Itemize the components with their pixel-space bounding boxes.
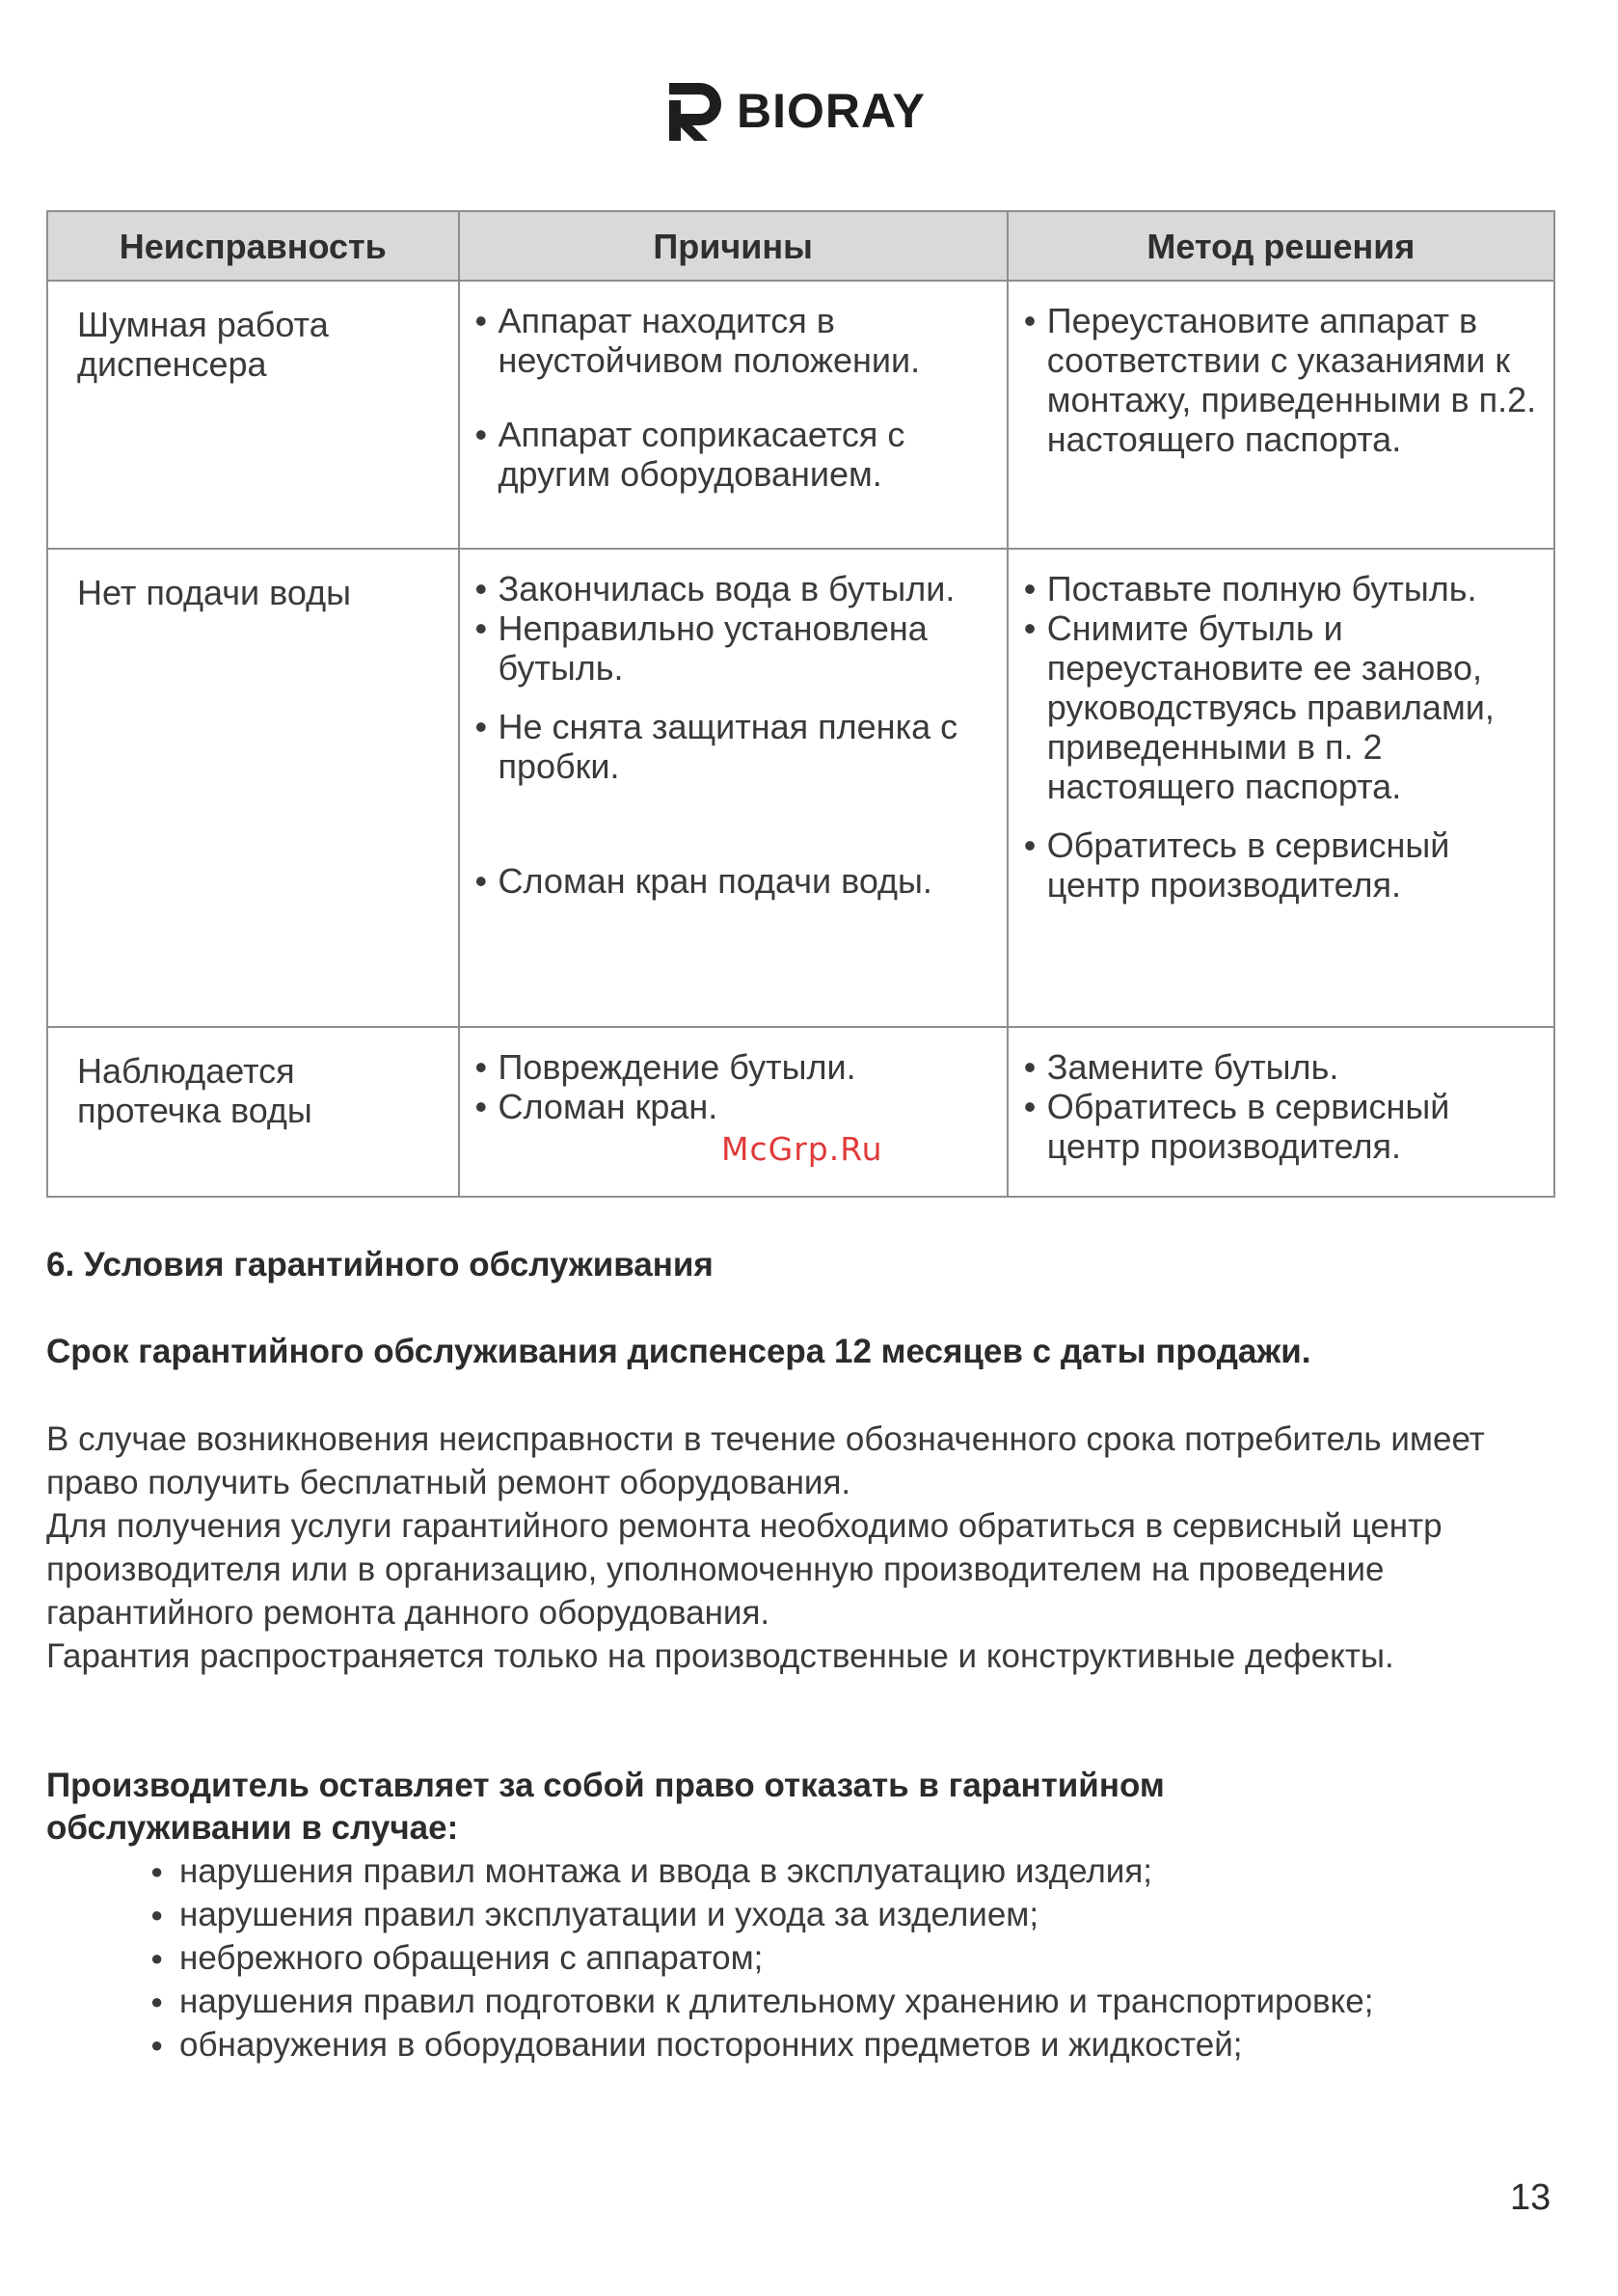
list-item: ● нарушения правил монтажа и ввода в эксплуатацию изделия; (150, 1850, 1500, 1893)
table-header-row (47, 211, 1554, 281)
bioray-logo-icon (663, 77, 725, 145)
list-item: • Не снята защитная пленка с пробки. (475, 707, 993, 786)
solution-cell (1008, 281, 1554, 549)
causes-cell (459, 1027, 1008, 1197)
list-item: • Неправильно установлена бутыль. (475, 608, 993, 688)
list-item: • Сломан кран подачи воды. (475, 861, 993, 901)
causes-cell (459, 281, 1008, 549)
list-item: • Обратитесь в сервисный центр производителя. (1024, 1087, 1540, 1166)
list-item: • Снимите бутыль и переустановите ее заново, руководствуясь правилами, приведенными в п. 2 настоящего паспорта. (1024, 608, 1540, 806)
brand-name: BIORAY (737, 84, 926, 138)
list-item: ● обнаружения в оборудовании посторонних предметов и жидкостей; (150, 2023, 1500, 2066)
warranty-term: Срок гарантийного обслуживания диспенсера 12 месяцев с даты продажи. (46, 1333, 1311, 1370)
paragraph: Для получения услуги гарантийного ремонта необходимо обратиться в сервисный центр производителя или в организацию, уполномоченную производителем на проведение гарантийного ремонта данного оборудования. (46, 1507, 1443, 1632)
list-item: • Сломан кран. (475, 1087, 993, 1126)
list-item: ● небрежного обращения с аппаратом; (150, 1936, 1500, 1980)
fault-cell: Нет подачи воды (47, 549, 459, 1027)
solution-cell (1008, 1027, 1554, 1197)
warranty-body (46, 1418, 1560, 1678)
table-row (47, 549, 1554, 1027)
brand-logo (663, 77, 926, 145)
header-solution: Метод решения (1008, 211, 1554, 281)
list-item: ● нарушения правил подготовки к длительному хранению и транспортировке; (150, 1980, 1500, 2023)
list-item: • Аппарат находится в неустойчивом положении. (475, 301, 993, 380)
troubleshooting-table (46, 210, 1555, 1198)
header-fault: Неисправность (47, 211, 459, 281)
table-row (47, 281, 1554, 549)
refuse-list (150, 1850, 1500, 2066)
list-item: • Повреждение бутыли. (475, 1047, 993, 1087)
list-item: • Переустановите аппарат в соответствии с указаниями к монтажу, приведенными в п.2. настоящего паспорта. (1024, 301, 1540, 459)
list-item: • Замените бутыль. (1024, 1047, 1540, 1087)
refuse-title: Производитель оставляет за собой право отказать в гарантийном обслуживании в случае: (46, 1767, 1165, 1847)
page-number: 13 (1510, 2177, 1551, 2218)
paragraph: В случае возникновения неисправности в течение обозначенного срока потребитель имеет право получить бесплатный ремонт оборудования. (46, 1420, 1485, 1501)
list-item: ● нарушения правил эксплуатации и ухода за изделием; (150, 1893, 1500, 1936)
watermark: McGrp.Ru (721, 1130, 883, 1168)
table-row (47, 1027, 1554, 1197)
list-item: • Закончилась вода в бутыли. (475, 569, 993, 608)
causes-cell (459, 549, 1008, 1027)
section-title: 6. Условия гарантийного обслуживания (46, 1246, 714, 1283)
list-item: • Обратитесь в сервисный центр производителя. (1024, 825, 1540, 905)
list-item: • Аппарат соприкасается с другим оборудованием. (475, 415, 993, 494)
fault-cell: Наблюдается протечка воды (47, 1027, 459, 1197)
paragraph: Гарантия распространяется только на производственные и конструктивные дефекты. (46, 1637, 1394, 1675)
header-causes: Причины (459, 211, 1008, 281)
list-item: • Поставьте полную бутыль. (1024, 569, 1540, 608)
fault-cell: Шумная работа диспенсера (47, 281, 459, 549)
solution-cell (1008, 549, 1554, 1027)
